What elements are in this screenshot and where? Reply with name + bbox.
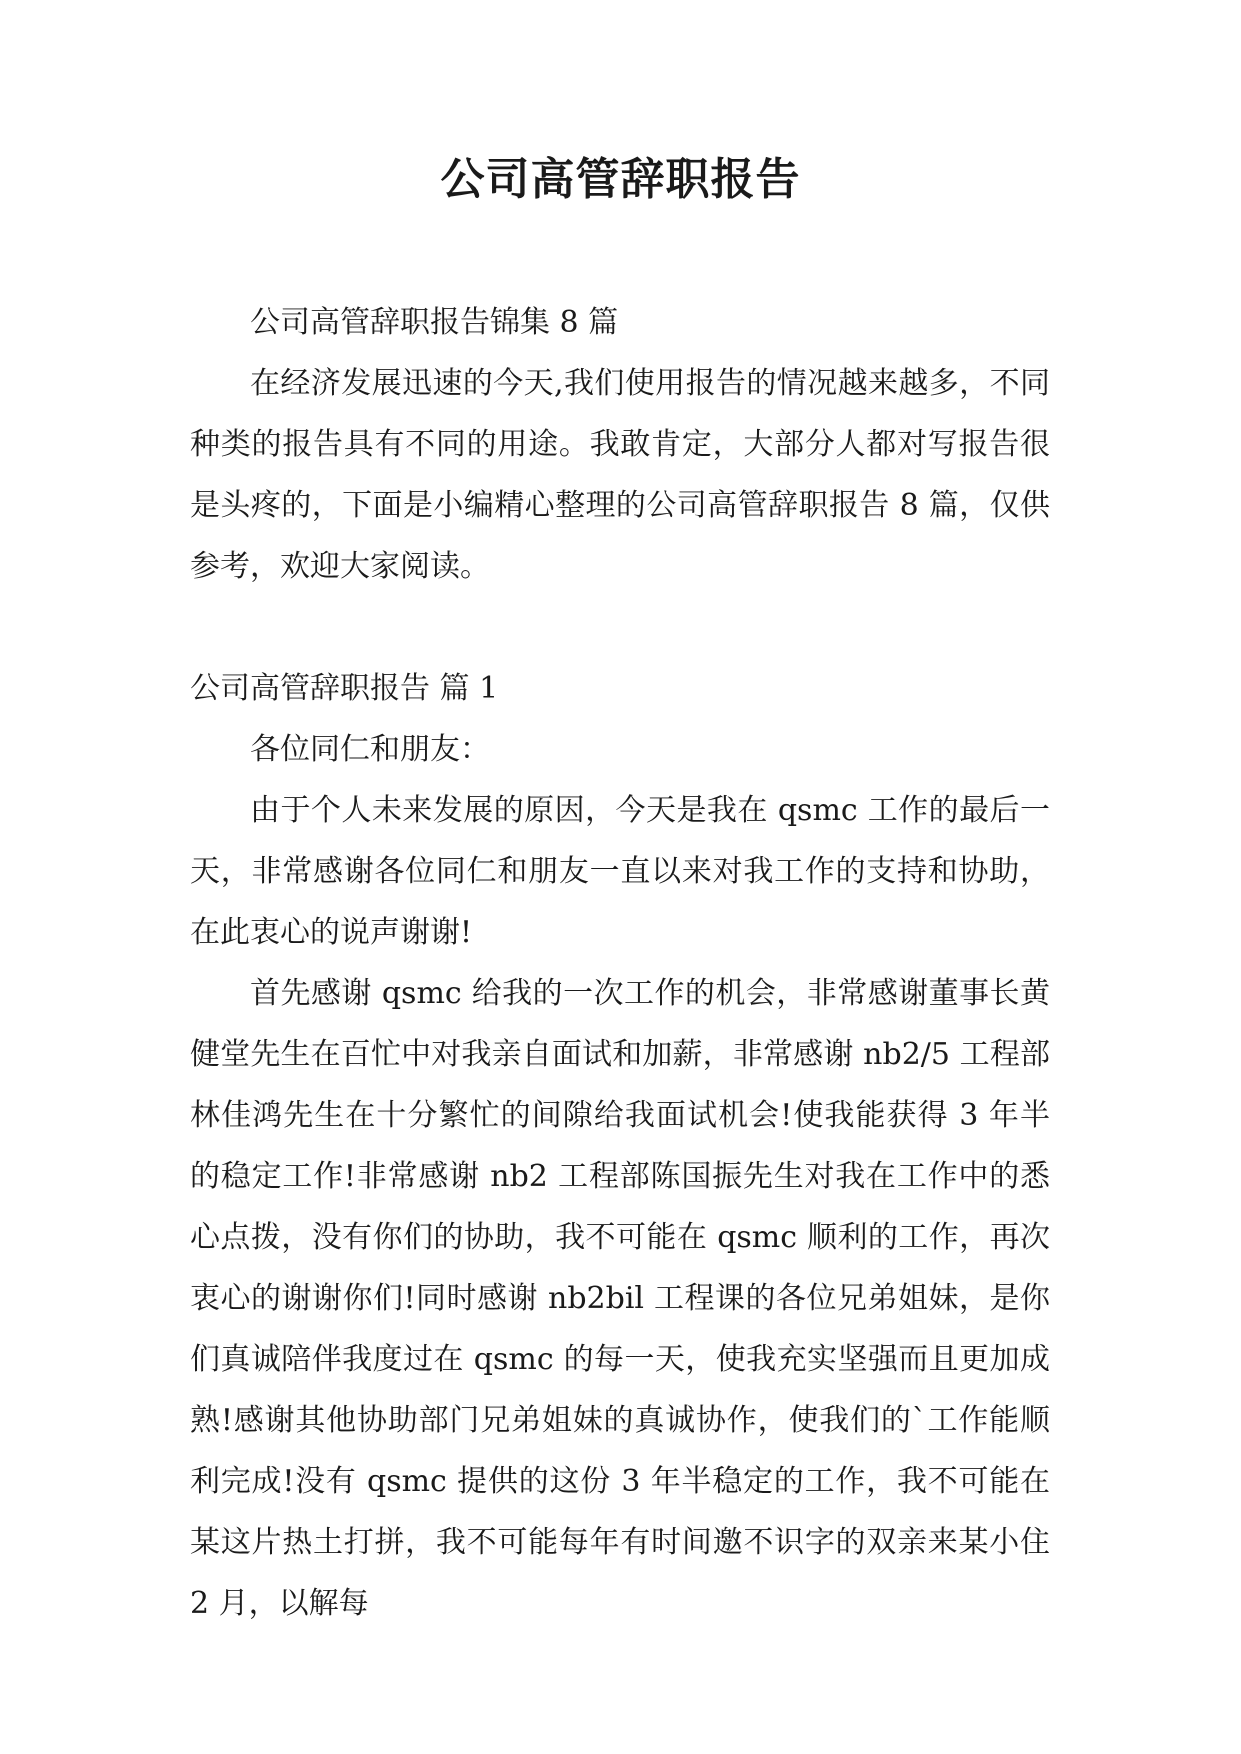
- body-paragraph: 由于个人未来发展的原因，今天是我在 qsmc 工作的最后一天，非常感谢各位同仁和朋友一直以来对我工作的支持和协助，在此衷心的说声谢谢!: [190, 793, 1050, 950]
- document-body: [190, 292, 1050, 1634]
- intro-paragraph: 在经济发展迅速的今天,我们使用报告的情况越来越多，不同种类的报告具有不同的用途。我敢肯定，大部分人都对写报告很是头疼的，下面是小编精心整理的公司高管辞职报告 8 篇，仅供参考，欢迎大家阅读。: [190, 366, 1050, 584]
- intro-heading: 公司高管辞职报告锦集 8 篇: [250, 305, 619, 340]
- document-title: 公司高管辞职报告: [440, 154, 801, 205]
- section-heading: 公司高管辞职报告 篇 1: [190, 671, 499, 706]
- body-paragraph: 首先感谢 qsmc 给我的一次工作的机会，非常感谢董事长黄健堂先生在百忙中对我亲自面试和加薪，非常感谢 nb2/5 工程部林佳鸿先生在十分繁忙的间隙给我面试机会!使我能获得 3 年半的稳定工作!非常感谢 nb2 工程部陈国振先生对我在工作中的悉心点拨，没有你们的协助，我不可能在 qsmc 顺利的工作，再次衷心的谢谢你们!同时感谢 nb2bil 工程课的各位兄弟姐妹，是你们真诚陪伴我度过在 qsmc 的每一天，使我充实坚强而且更加成熟!感谢其他协助部门兄弟姐妹的真诚协作，使我们的`工作能顺利完成!没有 qsmc 提供的这份 3 年半稳定的工作，我不可能在某这片热土打拼，我不可能每年有时间邀不识字的双亲来某小住 2 月，以解每: [190, 976, 1050, 1621]
- greeting: 各位同仁和朋友：: [250, 732, 490, 767]
